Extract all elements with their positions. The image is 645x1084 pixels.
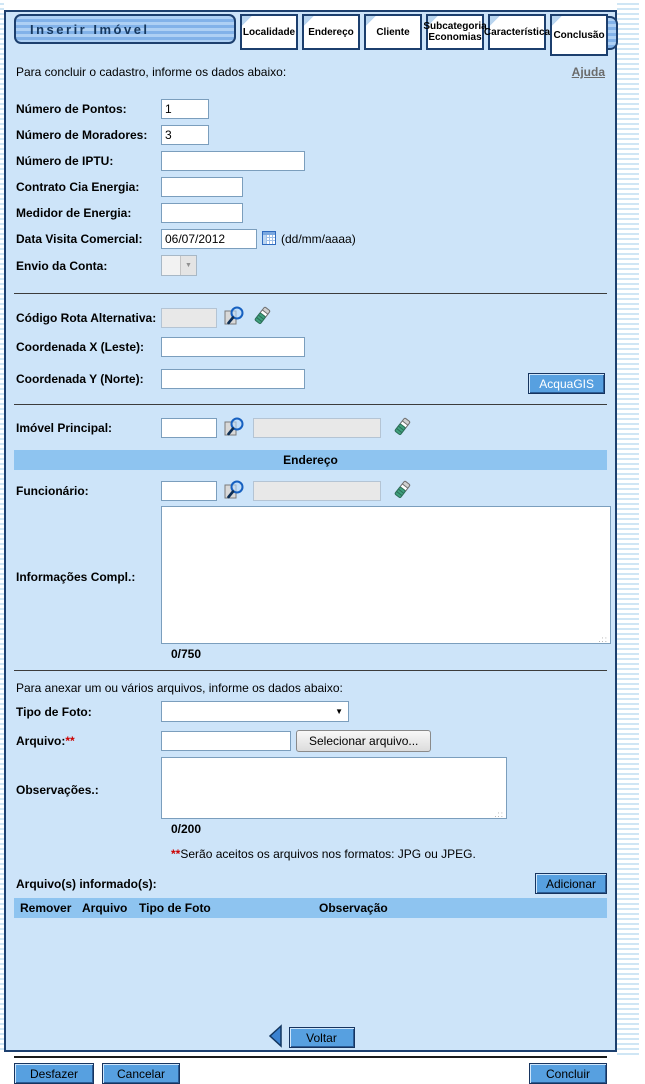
imovel-principal-code-input[interactable] [161, 418, 217, 438]
codigo-rota-label: Código Rota Alternativa: [16, 310, 157, 325]
adicionar-button[interactable]: Adicionar [535, 873, 607, 894]
row-funcionario [6, 478, 615, 504]
data-visita-input[interactable] [161, 229, 257, 249]
eraser-icon[interactable] [251, 305, 273, 330]
section-endereco-header: Endereço [14, 450, 607, 470]
eraser-icon[interactable] [391, 416, 413, 441]
acquagis-button[interactable]: AcquaGIS [528, 373, 605, 394]
chevron-down-icon: ▼ [180, 256, 196, 275]
col-observacao: Observação [319, 901, 388, 915]
formats-note-row [6, 844, 615, 864]
tab-conclusao[interactable]: Conclusão [550, 14, 608, 56]
coordenada-x-label: Coordenada X (Leste): [16, 340, 145, 354]
intro-text: Para concluir o cadastro, informe os dados abaixo: [16, 65, 287, 79]
observacoes-counter: 0/200 [171, 822, 202, 836]
search-icon[interactable] [223, 479, 245, 504]
observacoes-label: Observações.: [16, 782, 99, 797]
voltar-button[interactable]: Voltar [289, 1027, 355, 1048]
resize-grip-icon[interactable]: .:: [494, 810, 504, 819]
note-required-marker: ** [171, 847, 181, 861]
divider [14, 670, 607, 671]
numero-pontos-input[interactable] [161, 99, 209, 119]
numero-iptu-label: Número de IPTU: [16, 154, 114, 168]
row-envio-conta [6, 255, 615, 276]
row-arquivos-informados [6, 873, 615, 894]
row-numero-pontos [6, 99, 615, 119]
numero-moradores-label: Número de Moradores: [16, 128, 148, 142]
row-data-visita [6, 229, 615, 249]
inserir-imovel-panel [4, 10, 617, 1081]
informacoes-compl-label: Informações Compl.: [16, 569, 136, 584]
search-icon[interactable] [223, 305, 245, 330]
observacoes-textarea[interactable] [161, 757, 507, 819]
attach-intro-text: Para anexar um ou vários arquivos, informe os dados abaixo: [16, 681, 343, 695]
concluir-button[interactable]: Concluir [529, 1063, 607, 1084]
calendar-icon[interactable] [262, 231, 276, 248]
row-medidor-energia [6, 203, 615, 223]
arquivo-file-path-input[interactable] [161, 731, 291, 751]
arquivo-label-wrap [16, 734, 161, 748]
row-coordenada-x [6, 337, 615, 357]
tab-localidade[interactable]: Localidade [240, 14, 298, 50]
funcionario-code-input[interactable] [161, 481, 217, 501]
medidor-energia-input[interactable] [161, 203, 243, 223]
tab-subcategoria-economias[interactable]: Subcategoria Economias [426, 14, 484, 50]
tipo-foto-select[interactable] [161, 701, 349, 722]
codigo-rota-input [161, 308, 217, 328]
numero-moradores-input[interactable] [161, 125, 209, 145]
divider [14, 293, 607, 294]
medidor-energia-label: Medidor de Energia: [16, 206, 132, 220]
page-title [14, 14, 236, 44]
eraser-icon[interactable] [391, 479, 413, 504]
numero-iptu-input[interactable] [161, 151, 305, 171]
data-visita-format-hint: (dd/mm/aaaa) [281, 232, 356, 246]
coordenada-x-input[interactable] [161, 337, 305, 357]
row-imovel-principal [6, 415, 615, 441]
funcionario-label: Funcionário: [16, 484, 89, 498]
row-coordenada-y [6, 363, 615, 394]
col-arquivo: Arquivo [82, 901, 128, 915]
col-remover: Remover [20, 901, 72, 915]
search-icon[interactable] [223, 416, 245, 441]
row-observacoes [6, 757, 615, 822]
back-arrow-icon[interactable] [267, 1024, 283, 1051]
divider [14, 404, 607, 405]
tab-caracteristica[interactable]: Característica [488, 14, 546, 50]
page-background-stripes-right [617, 0, 639, 1057]
row-contrato-cia [6, 177, 615, 197]
envio-conta-label: Envio da Conta: [16, 258, 108, 273]
arquivos-table-header [14, 898, 607, 918]
row-informacoes-compl [6, 506, 615, 647]
row-tipo-foto [6, 701, 615, 722]
row-codigo-rota [6, 305, 615, 330]
header [6, 12, 615, 56]
selecionar-arquivo-button[interactable]: Selecionar arquivo... [296, 730, 431, 752]
voltar-row [6, 1024, 615, 1051]
intro-row [6, 62, 615, 82]
funcionario-descr-input [253, 481, 381, 501]
numero-pontos-label: Número de Pontos: [16, 102, 127, 116]
tipo-foto-label: Tipo de Foto: [16, 704, 92, 719]
imovel-principal-descr-input [253, 418, 381, 438]
contrato-cia-label: Contrato Cia Energia: [16, 180, 140, 194]
row-numero-moradores [6, 125, 615, 145]
data-visita-label: Data Visita Comercial: [16, 232, 143, 246]
cancelar-button[interactable]: Cancelar [102, 1063, 180, 1084]
informacoes-compl-counter: 0/750 [171, 647, 202, 661]
tab-bar [236, 14, 618, 56]
resize-grip-icon[interactable]: .:: [598, 635, 608, 644]
row-arquivo [6, 729, 615, 753]
formats-note-text: Serão aceitos os arquivos nos formatos: JPG ou JPEG. [180, 847, 476, 861]
coordenada-y-input[interactable] [161, 369, 305, 389]
envio-conta-select[interactable] [161, 255, 197, 276]
informacoes-compl-textarea[interactable] [161, 506, 611, 644]
desfazer-button[interactable]: Desfazer [14, 1063, 94, 1084]
imovel-principal-label: Imóvel Principal: [16, 421, 113, 435]
coordenada-y-label: Coordenada Y (Norte): [16, 371, 144, 386]
arquivo-required-marker: ** [65, 734, 75, 748]
arquivos-informados-label: Arquivo(s) informado(s): [16, 876, 157, 891]
page-title-text: Inserir Imóvel [30, 21, 150, 37]
chevron-down-icon: ▼ [335, 707, 343, 716]
ajuda-link[interactable]: Ajuda [571, 65, 605, 79]
tab-cliente[interactable]: Cliente [364, 14, 422, 50]
bottom-actions [6, 1058, 615, 1084]
arquivo-label: Arquivo: [16, 734, 66, 748]
row-numero-iptu [6, 151, 615, 171]
arquivos-table-body-empty [6, 918, 615, 1024]
col-tipo-de-foto: Tipo de Foto [139, 901, 211, 915]
contrato-cia-input[interactable] [161, 177, 243, 197]
tab-endereco[interactable]: Endereço [302, 14, 360, 50]
attach-intro-row [6, 678, 615, 698]
